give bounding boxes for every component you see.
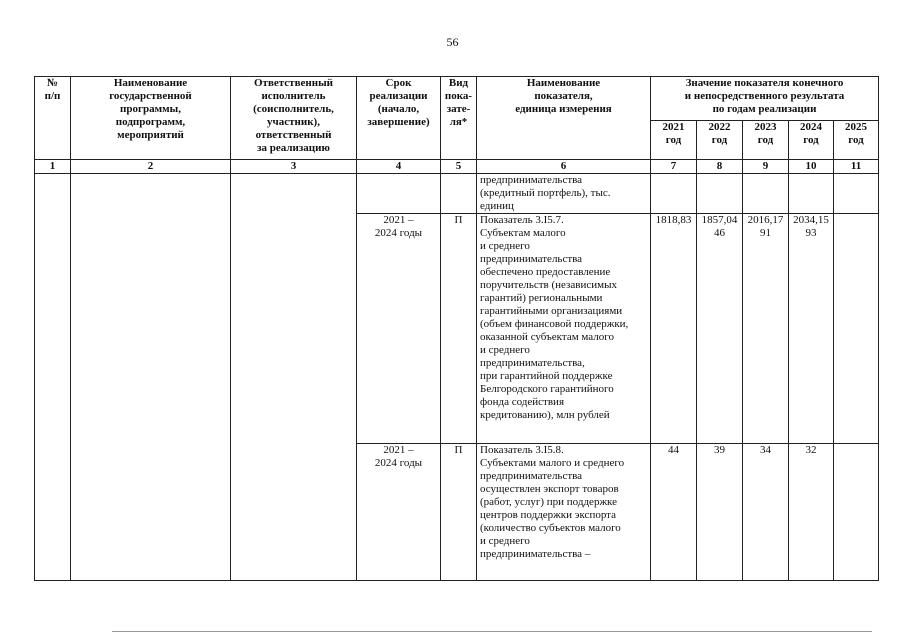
page-number: 56 [446,35,459,49]
cell-value-2021: 1818,83 [651,214,697,444]
cell-value-2023 [743,174,789,214]
header-year-2023: 2023 год [743,121,789,160]
cell-indicator-type: П [441,444,477,581]
header-year-2022: 2022 год [697,121,743,160]
cell-indicator-text: предпринимательства (кредитный портфель), тыс. единиц [477,174,651,214]
column-number: 11 [834,160,879,174]
cell-number [35,174,71,581]
cell-value-2025 [834,214,879,444]
cell-value-2025 [834,174,879,214]
column-number: 7 [651,160,697,174]
column-number: 5 [441,160,477,174]
cell-indicator-type: П [441,214,477,444]
header-year-2024: 2024 год [789,121,834,160]
cell-value-2021 [651,174,697,214]
cell-value-2024: 32 [789,444,834,581]
scan-edge-line [112,631,872,632]
header-values-group: Значение показателя конечного и непосредственного результата по годам реализации [651,77,879,121]
cell-indicator-text: Показатель 3.I5.8. Субъектами малого и среднего предпринимательства осуществлен экспорт товаров (работ, услуг) при поддержке центров поддержки экспорта (количество субъектов малого и среднего предпринимательства – [477,444,651,581]
column-number: 1 [35,160,71,174]
cell-value-2021: 44 [651,444,697,581]
column-number: 10 [789,160,834,174]
cell-responsible [231,174,357,581]
header-indicator-name: Наименование показателя, единица измерения [477,77,651,160]
header-program-name: Наименование государственной программы, подпрограмм, мероприятий [71,77,231,160]
header-number: № п/п [35,77,71,160]
cell-value-2023: 2016,17 91 [743,214,789,444]
cell-indicator-type [441,174,477,214]
cell-program-name [71,174,231,581]
cell-value-2022: 1857,04 46 [697,214,743,444]
cell-period: 2021 – 2024 годы [357,214,441,444]
column-number: 3 [231,160,357,174]
cell-indicator-text: Показатель 3.I5.7. Субъектам малого и среднего предпринимательства обеспечено предоставление поручительств (независимых гарантий) региональными гарантийными организациями (объем финансовой поддержки, оказанной субъектам малого и среднего предпринимательства, при гарантийной поддержке Белгородского гарантийного фонда содействия кредитованию), млн рублей [477,214,651,444]
column-number: 6 [477,160,651,174]
column-number: 8 [697,160,743,174]
header-year-2021: 2021 год [651,121,697,160]
cell-value-2022 [697,174,743,214]
cell-value-2025 [834,444,879,581]
cell-value-2023: 34 [743,444,789,581]
header-responsible: Ответственный исполнитель (соисполнитель, участник), ответственный за реализацию [231,77,357,160]
table-row [35,174,879,214]
header-period: Срок реализации (начало, завершение) [357,77,441,160]
header-year-2025: 2025 год [834,121,879,160]
column-number: 2 [71,160,231,174]
cell-period [357,174,441,214]
header-indicator-type: Вид пока- зате- ля* [441,77,477,160]
indicators-table [34,76,879,581]
cell-value-2024 [789,174,834,214]
column-number: 9 [743,160,789,174]
column-number: 4 [357,160,441,174]
cell-value-2022: 39 [697,444,743,581]
cell-value-2024: 2034,15 93 [789,214,834,444]
cell-period: 2021 – 2024 годы [357,444,441,581]
